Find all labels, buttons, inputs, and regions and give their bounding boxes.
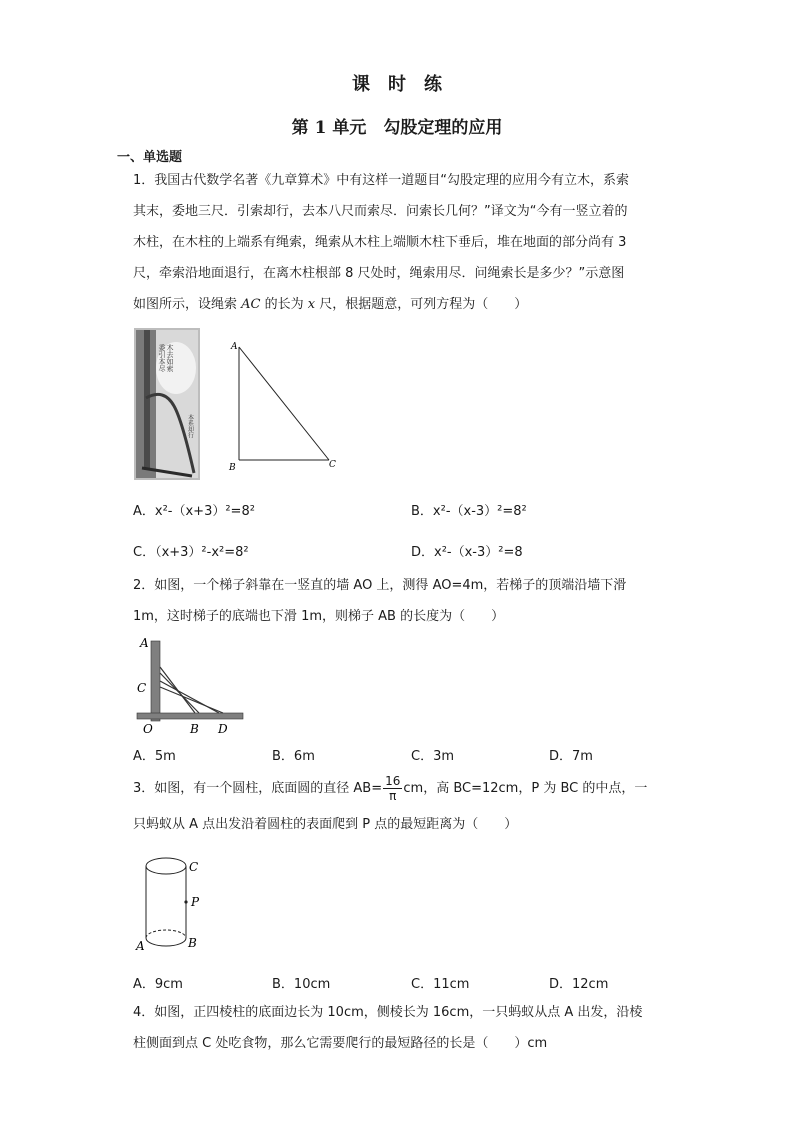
q2-label-o: O bbox=[143, 722, 153, 736]
q2-option-c[interactable]: C．3m bbox=[411, 749, 455, 764]
q1-text-line-5: 如图所示，设绳索 AC 的长为 x 尺，根据题意，可列方程为（ ） bbox=[133, 297, 528, 312]
unit-subtitle: 第 1 单元 勾股定理的应用 bbox=[291, 118, 503, 138]
q1-text-line-2: 其末，委地三尺．引索却行，去本八尺而索尽．问索长几何？”译文为“今有一竖立着的 bbox=[133, 204, 628, 219]
q2-ladder-figure bbox=[133, 633, 248, 737]
q1-option-c[interactable]: C．（x+3）²-x²=8² bbox=[133, 545, 249, 560]
svg-text:木去如索: 木去如索 bbox=[166, 344, 174, 372]
q3-option-d[interactable]: D．12cm bbox=[549, 977, 609, 992]
q2-label-d: D bbox=[218, 722, 228, 736]
q1-option-b[interactable]: B．x²-（x-3）²=8² bbox=[411, 504, 527, 519]
q1-var-ac: AC bbox=[241, 297, 261, 312]
q1-label-b: B bbox=[229, 463, 236, 473]
page-title: 课 时 练 bbox=[352, 74, 442, 95]
q2-text-line-1: 2．如图，一个梯子斜靠在一竖直的墙 AO 上，测得 AO=4m，若梯子的顶端沿墙下滑 bbox=[133, 578, 627, 593]
q3-label-p: P bbox=[191, 895, 200, 909]
q2-text-line-2: 1m，这时梯子的底端也下滑 1m，则梯子 AB 的长度为（ ） bbox=[133, 609, 505, 624]
section-heading: 一、单选题 bbox=[117, 150, 183, 165]
q1-text-line-1: 1．我国古代数学名著《九章算术》中有这样一道题目“勾股定理的应用今有立木，系索 bbox=[133, 173, 630, 188]
q1-var-x: x bbox=[307, 297, 316, 312]
svg-text:本系却行: 本系却行 bbox=[186, 414, 194, 438]
q2-label-c: C bbox=[137, 681, 147, 695]
q1-label-c: C bbox=[329, 460, 336, 470]
q4-text-line-1: 4．如图，正四棱柱的底面边长为 10cm，侧棱长为 16cm，一只蚂蚁从点 A 出发，沿棱 bbox=[133, 1005, 643, 1020]
ancient-scroll-image bbox=[134, 328, 200, 480]
q3-option-b[interactable]: B．10cm bbox=[272, 977, 331, 992]
q4-text-line-2: 柱侧面到点 C 处吃食物，那么它需要爬行的最短路径的长是（ ）cm bbox=[133, 1036, 548, 1051]
q2-label-b: B bbox=[190, 722, 199, 736]
q1-text-line-4: 尺，牵索沿地面退行，在离木柱根部 8 尺处时，绳索用尽．问绳索长是多少？”示意图 bbox=[133, 266, 625, 281]
svg-text:委引本尽: 委引本尽 bbox=[158, 344, 166, 372]
q3-text-line-2: 只蚂蚁从 A 点出发沿着圆柱的表面爬到 P 点的最短距离为（ ） bbox=[133, 817, 518, 832]
q1-triangle-figure bbox=[225, 335, 345, 475]
q1-text-line-3: 木柱，在木柱的上端系有绳索，绳索从木柱上端顺木柱下垂后，堆在地面的部分尚有 3 bbox=[133, 235, 627, 250]
q1-option-a[interactable]: A．x²-（x+3）²=8² bbox=[133, 504, 255, 519]
q3-label-c: C bbox=[189, 860, 199, 874]
q3-label-a: A bbox=[136, 939, 145, 953]
q3-option-c[interactable]: C．11cm bbox=[411, 977, 470, 992]
q2-option-a[interactable]: A．5m bbox=[133, 749, 176, 764]
q2-option-d[interactable]: D．7m bbox=[549, 749, 593, 764]
q2-label-a: A bbox=[140, 636, 149, 650]
q1-label-a: A bbox=[231, 342, 238, 352]
q3-cylinder-figure bbox=[133, 850, 213, 954]
q1-option-d[interactable]: D．x²-（x-3）²=8 bbox=[411, 545, 523, 560]
q3-fraction: $\frac{16}{\pi}$ bbox=[385, 774, 401, 803]
q2-option-b[interactable]: B．6m bbox=[272, 749, 315, 764]
q3-label-b: B bbox=[188, 936, 197, 950]
q3-option-a[interactable]: A．9cm bbox=[133, 977, 183, 992]
q3-text-line-1: 3．如图，有一个圆柱，底面圆的直径 AB= $\frac{16}{\pi}$ cm，高 BC=12cm，P 为 BC 的中点，一 bbox=[133, 774, 648, 803]
